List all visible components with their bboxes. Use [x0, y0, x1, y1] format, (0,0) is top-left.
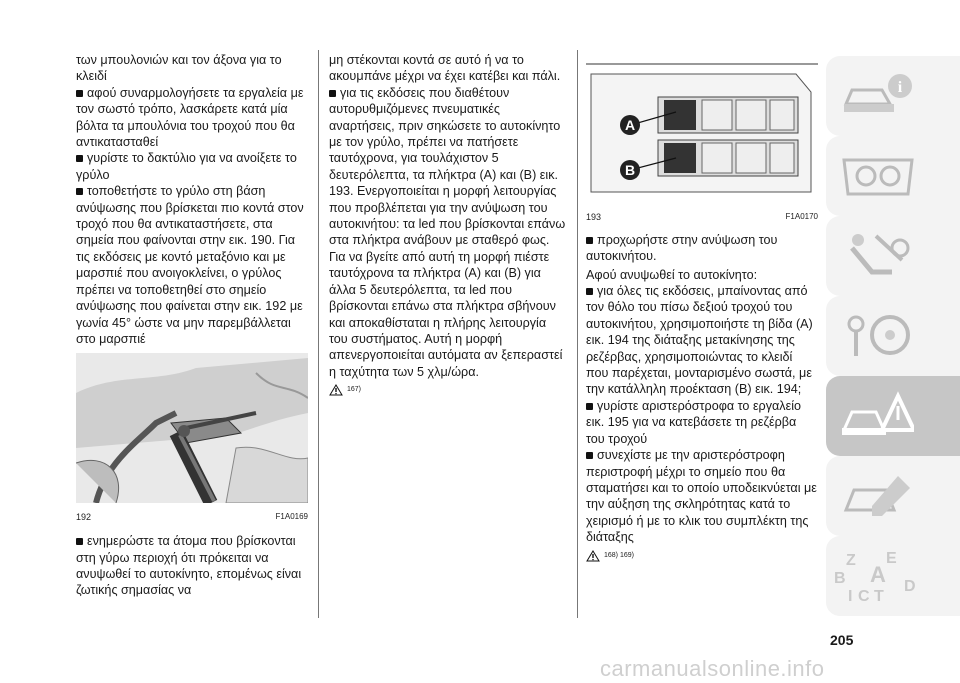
warning-number: 167) [347, 386, 362, 394]
figure-number: 193 [586, 212, 602, 223]
bullet-item: συνεχίστε με την αριστερόστροφη περιστροφή μέχρι το σημείο που θα σταματήσει και το οποίο υποδεικνύεται με την αύξηση της σκληρότητας κατά το χειρισμό ή με το κλικ του συμπλέκτη της διάταξης [586, 448, 817, 545]
figure-caption [586, 209, 818, 225]
figure-code: F1A0169 [275, 511, 308, 521]
bullet-item: γυρίστε το δακτύλιο για να ανοίξετε το γρύλο [76, 150, 308, 183]
tab-in-emergency[interactable] [826, 376, 960, 456]
figure-number: 192 [76, 511, 92, 522]
chapter-sidebar [826, 56, 960, 616]
column-divider [577, 50, 578, 618]
callout-a: A [624, 117, 636, 133]
tab-maintenance[interactable] [826, 456, 960, 536]
buttons-photo [586, 52, 818, 204]
warning-triangle-icon [329, 384, 343, 396]
paragraph: μη στέκονται κοντά σε αυτό ή να το ακουμπάνε μέχρι να έχει κατέβει και πάλι. [329, 53, 561, 84]
maintenance-icon [842, 470, 914, 520]
index-letter: C [858, 588, 870, 605]
watermark: carmanualsonline.info [600, 656, 960, 683]
tab-dashboard[interactable] [826, 136, 960, 216]
bullet-item: προχωρήστε στην ανύψωση του αυτοκινήτου. [586, 232, 818, 265]
index-letter: B [834, 570, 846, 587]
column-1 [76, 52, 308, 599]
bullet-item: ενημερώστε τα άτομα που βρίσκονται στη γύρω περιοχή ότι πρόκειται να ανυψωθεί το αυτοκίνητο, επομένως είναι ζωτικής σημασίας να [76, 533, 308, 599]
jack-photo [76, 353, 308, 503]
figure-caption [76, 509, 308, 525]
figure-code: F1A0170 [785, 212, 818, 222]
index-letter: A [870, 562, 886, 587]
tab-car-info[interactable] [826, 56, 960, 136]
column-3 [586, 52, 818, 564]
figure-193 [586, 52, 818, 226]
figure-192 [76, 353, 308, 525]
warning-reference [329, 382, 567, 398]
bullet-item: τοποθετήστε το γρύλο στη βάση ανύψωσης που βρίσκεται πιο κοντά στον τροχό που θα αντικαταστήσετε, στα σημεία που φαίνονται στην εικ. 190. Για τις εκδόσεις με κοντό μεταξόνιο και με μαρσπιέ που ανοιγοκλείνει, ο γρύλος πρέπει να τοποθετηθεί στο σημείο ανύψωσης που φαίνεται στην εικ. 192 με γωνία 45° ώστε να μην παρεμβάλλεται στο μαρσπιέ [76, 183, 308, 347]
page-number: 205 [830, 632, 854, 648]
tab-safety[interactable] [826, 216, 960, 296]
paragraph: Αφού ανυψωθεί το αυτοκίνητο: [586, 267, 758, 282]
bullet-item: για όλες τις εκδόσεις, μπαίνοντας από τον θόλο του πίσω δεξιού τροχού του αυτοκινήτου, χρησιμοποιήστε τη βίδα (A) εικ. 194 της διάταξης μετακίνησης της ρεζέρβας, χρησιμοποιώντας το κλειδί που παρέχεται, μονταρισμένο σωστά, με την κατάλληλη προέκταση (B) εικ. 194; [586, 283, 818, 398]
index-letter: T [874, 588, 884, 605]
airbag-seat-icon [842, 230, 914, 280]
bullet-item: γυρίστε αριστερόστροφα το εργαλείο εικ. 195 για να κατεβάσετε τη ρεζέρβα του τροχού [586, 398, 818, 447]
bullet-item: για τις εκδόσεις που διαθέτουν αυτορυθμιζόμενες πνευματικές αναρτήσεις, πριν σηκώσετε το αυτοκίνητο με τον γρύλο, πρέπει να πατήσετε ταυτόχρονα, για τουλάχιστον 5 δευτερόλεπτα, τα πλήκτρα (A) και (B) εικ. 193. Ενεργοποιείται η μορφή λειτουργίας που προβλέπεται για την ανύψωση του αυτοκινήτου: τα led που βρίσκονται επάνω στα πλήκτρα ανάβουν με σταθερό φως. Για να βγείτε από αυτή τη μορφή πιέστε ταυτόχρονα τα πλήκτρα (A) και (B) για άλλα 5 δευτερόλεπτα, τα led που βρίσκονται επάνω στα πλήκτρα σβήνουν και αποκαθίσταται η πλήρης λειτουργία του συστήματος. Αυτή η μορφή απενεργοποιείται αυτόματα αν ξεπεραστεί η ταχύτητα των 5 χλμ/ώρα. [329, 85, 566, 379]
svg-text:i: i [897, 79, 903, 96]
car-info-icon [842, 70, 914, 120]
key-steering-icon [842, 310, 914, 360]
paragraph: των μπουλονιών και τον άξονα για το κλειδί [76, 53, 282, 84]
tab-index[interactable] [826, 548, 960, 616]
column-divider [318, 50, 319, 618]
index-letter: I [848, 588, 853, 605]
index-letter: D [904, 578, 916, 595]
warning-reference [586, 548, 818, 564]
breakdown-warning-icon [842, 390, 914, 440]
dashboard-icon [842, 150, 914, 200]
warning-number: 168) 169) [604, 551, 634, 559]
column-2 [329, 52, 567, 399]
tab-starting-driving[interactable] [826, 296, 960, 376]
index-letter: Z [846, 552, 856, 569]
bullet-item: αφού συναρμολογήσετε τα εργαλεία με τον σωστό τρόπο, λασκάρετε κατά μία βόλτα τα μπουλόνια του τροχού που θα αντικατασταθεί [76, 85, 308, 151]
warning-triangle-icon [586, 550, 600, 562]
callout-b: B [624, 162, 636, 178]
index-letter: E [886, 550, 897, 567]
